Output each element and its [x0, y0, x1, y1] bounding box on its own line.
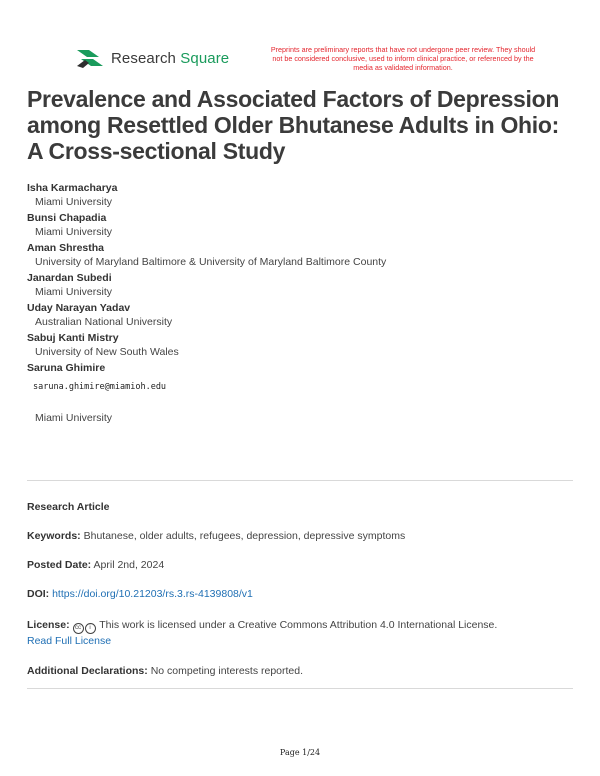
author-entry: [27, 301, 587, 329]
research-square-logo-icon: [75, 46, 105, 70]
preprint-notice: Preprints are preliminary reports that have not undergone peer review. They should not be considered conclusive, used to inform clinical practice, or referenced by the media as validated information.: [270, 45, 536, 72]
author-name: Sabuj Kanti Mistry: [27, 332, 119, 344]
declarations-label: Additional Declarations:: [27, 665, 148, 677]
article-type: [27, 500, 577, 515]
author-affiliation: Miami University: [35, 286, 113, 298]
keywords-value: Bhutanese, older adults, refugees, depression, depressive symptoms: [83, 530, 406, 542]
author-affiliation: Miami University: [35, 412, 113, 424]
license-text: This work is licensed under a Creative Commons Attribution 4.0 International License.: [99, 619, 498, 631]
doi-label: DOI:: [27, 588, 50, 600]
author-affiliation: University of New South Wales: [35, 346, 179, 358]
author-entry: [27, 361, 587, 425]
posted-date-label: Posted Date:: [27, 559, 92, 571]
author-entry: [27, 271, 587, 299]
author-email[interactable]: saruna.ghimire@miamioh.edu: [33, 382, 167, 392]
declarations-value: No competing interests reported.: [150, 665, 304, 677]
author-entry: [27, 211, 587, 239]
author-name: Aman Shrestha: [27, 242, 105, 254]
posted-date-value: April 2nd, 2024: [93, 559, 165, 571]
author-entry: [27, 181, 587, 209]
author-name: Bunsi Chapadia: [27, 212, 107, 224]
author-name: Janardan Subedi: [27, 272, 112, 284]
cc-icon: cc: [73, 623, 84, 634]
posted-date: [27, 558, 577, 573]
doi-link[interactable]: https://doi.org/10.21203/rs.3.rs-4139808/v1: [52, 588, 253, 600]
author-entry: [27, 241, 587, 269]
author-affiliation: Miami University: [35, 196, 113, 208]
article-type-label: Research Article: [27, 501, 110, 513]
divider: [27, 688, 573, 689]
research-square-logo: [75, 46, 229, 70]
keywords-label: Keywords:: [27, 530, 81, 542]
paper-title: Prevalence and Associated Factors of Depression among Resettled Older Bhutanese Adults in Ohio: A Cross-sectional Study: [27, 86, 560, 164]
keywords: [27, 529, 577, 544]
author-affiliation: Australian National University: [35, 316, 173, 328]
author-list: [27, 181, 587, 427]
license: [27, 618, 577, 649]
cc-by-icon: i: [85, 623, 96, 634]
license-label: License:: [27, 619, 70, 631]
doi: [27, 587, 577, 602]
author-name: Uday Narayan Yadav: [27, 302, 131, 314]
page-number: Page 1/24: [279, 748, 321, 757]
additional-declarations: [27, 664, 577, 679]
author-affiliation: University of Maryland Baltimore & University of Maryland Baltimore County: [35, 256, 387, 268]
read-full-license-link[interactable]: Read Full License: [27, 635, 112, 647]
author-affiliation: Miami University: [35, 226, 113, 238]
author-name: Isha Karmacharya: [27, 182, 118, 194]
author-name: Saruna Ghimire: [27, 362, 106, 374]
divider: [27, 480, 573, 481]
logo-text: Research Square: [111, 49, 230, 67]
author-entry: [27, 331, 587, 359]
